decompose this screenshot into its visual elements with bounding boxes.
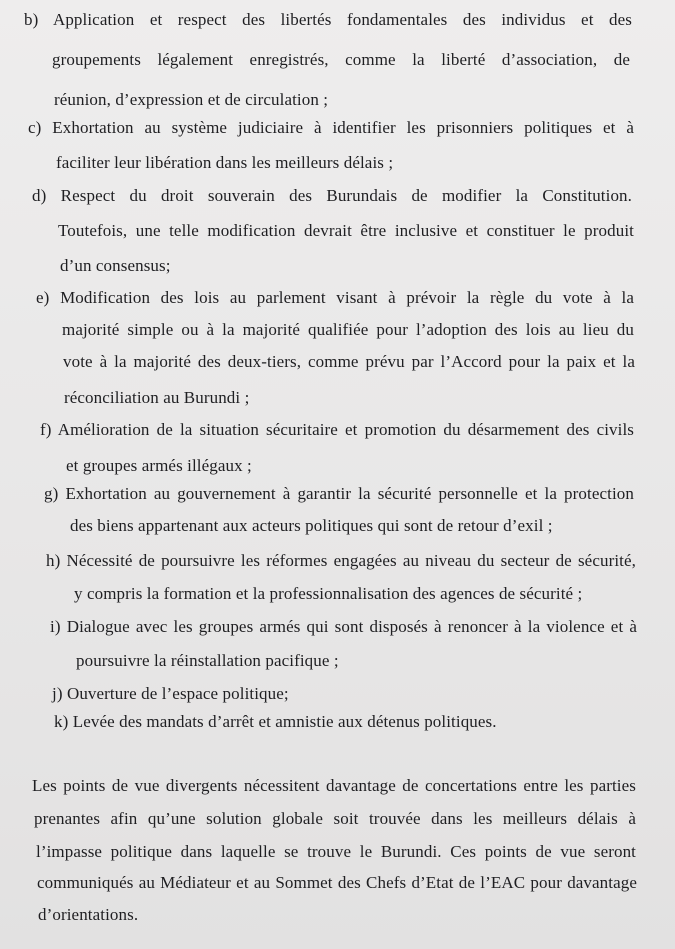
item-c-text-1: Exhortation au système judiciaire à identifier les prisonniers politiques et à — [52, 118, 634, 137]
item-h-text-2: y compris la formation et la professionnalisation des agences de sécurité ; — [74, 584, 583, 603]
item-b-text-3: réunion, d’expression et de circulation ; — [54, 90, 329, 109]
item-i-text-1: Dialogue avec les groupes armés qui sont disposés à renoncer à la violence et à — [66, 617, 637, 636]
item-k-text-1: Levée des mandats d’arrêt et amnistie aux détenus politiques. — [72, 712, 497, 731]
item-f-line-2 — [66, 456, 252, 476]
item-e-line-2 — [62, 320, 634, 340]
item-i-line-2 — [76, 651, 339, 671]
item-d-text-1: Respect du droit souverain des Burundais de modifier la Constitution. — [60, 186, 632, 205]
closing-paragraph-line-1 — [32, 776, 636, 796]
closing-text-5: d’orientations. — [38, 905, 139, 924]
closing-paragraph-line-4 — [37, 873, 637, 893]
item-d-label: d) — [32, 186, 47, 205]
item-h-line-2 — [74, 584, 582, 604]
item-b-line-2 — [52, 50, 630, 70]
item-d-line-3 — [60, 256, 171, 276]
item-c-label: c) — [28, 118, 42, 137]
item-c-line-1 — [28, 118, 634, 138]
item-e-text-4: réconciliation au Burundi ; — [64, 388, 250, 407]
closing-paragraph-line-3 — [36, 842, 636, 862]
item-i-line-1 — [50, 617, 637, 637]
item-b-line-3 — [54, 90, 328, 110]
item-b-label: b) — [24, 10, 39, 29]
item-f-label: f) — [40, 420, 52, 439]
closing-text-2: prenantes afin qu’une solution globale soit trouvée dans les meilleurs délais à — [34, 809, 636, 828]
closing-text-3: l’impasse politique dans laquelle se trouve le Burundi. Ces points de vue seront — [36, 842, 636, 861]
item-b-text-2: groupements légalement enregistrés, comme la liberté d’association, de — [52, 50, 630, 69]
item-d-line-1 — [32, 186, 632, 206]
item-c-line-2 — [56, 153, 393, 173]
item-g-label: g) — [44, 484, 59, 503]
item-g-text-2: des biens appartenant aux acteurs politiques qui sont de retour d’exil ; — [70, 516, 553, 535]
item-f-text-1: Amélioration de la situation sécuritaire et promotion du désarmement des civils — [57, 420, 634, 439]
item-g-text-1: Exhortation au gouvernement à garantir la sécurité personnelle et la protection — [65, 484, 634, 503]
item-b-line-1 — [24, 10, 632, 30]
item-f-line-1 — [40, 420, 634, 440]
item-k-line-1 — [54, 712, 497, 732]
item-g-line-1 — [44, 484, 634, 504]
item-j-label: j) — [52, 684, 63, 703]
item-e-text-1: Modification des lois au parlement visant à prévoir la règle du vote à la — [60, 288, 634, 307]
item-b-text-1: Application et respect des libertés fondamentales des individus et des — [52, 10, 632, 29]
closing-paragraph-line-2 — [34, 809, 636, 829]
item-e-line-3 — [63, 352, 635, 372]
item-d-line-2 — [58, 221, 634, 241]
closing-text-1: Les points de vue divergents nécessitent davantage de concertations entre les parties — [32, 776, 636, 795]
closing-paragraph-line-5 — [38, 905, 138, 925]
item-j-line-1 — [52, 684, 289, 704]
item-e-text-2: majorité simple ou à la majorité qualifiée pour l’adoption des lois au lieu du — [62, 320, 634, 339]
item-i-text-2: poursuivre la réinstallation pacifique ; — [76, 651, 339, 670]
item-k-label: k) — [54, 712, 69, 731]
item-g-line-2 — [70, 516, 553, 536]
item-f-text-2: et groupes armés illégaux ; — [66, 456, 252, 475]
item-e-label: e) — [36, 288, 50, 307]
item-e-line-1 — [36, 288, 634, 308]
item-h-label: h) — [46, 551, 61, 570]
item-e-text-3: vote à la majorité des deux-tiers, comme prévu par l’Accord pour la paix et la — [63, 352, 635, 371]
item-h-text-1: Nécessité de poursuivre les réformes engagées au niveau du secteur de sécurité, — [66, 551, 636, 570]
item-d-text-2: Toutefois, une telle modification devrait être inclusive et constituer le produit — [58, 221, 634, 240]
item-j-text-1: Ouverture de l’espace politique; — [66, 684, 289, 703]
item-d-text-3: d’un consensus; — [60, 256, 171, 275]
item-c-text-2: faciliter leur libération dans les meilleurs délais ; — [56, 153, 394, 172]
item-e-line-4 — [64, 388, 249, 408]
item-h-line-1 — [46, 551, 636, 571]
item-i-label: i) — [50, 617, 61, 636]
closing-text-4: communiqués au Médiateur et au Sommet des Chefs d’Etat de l’EAC pour davantage — [37, 873, 637, 892]
